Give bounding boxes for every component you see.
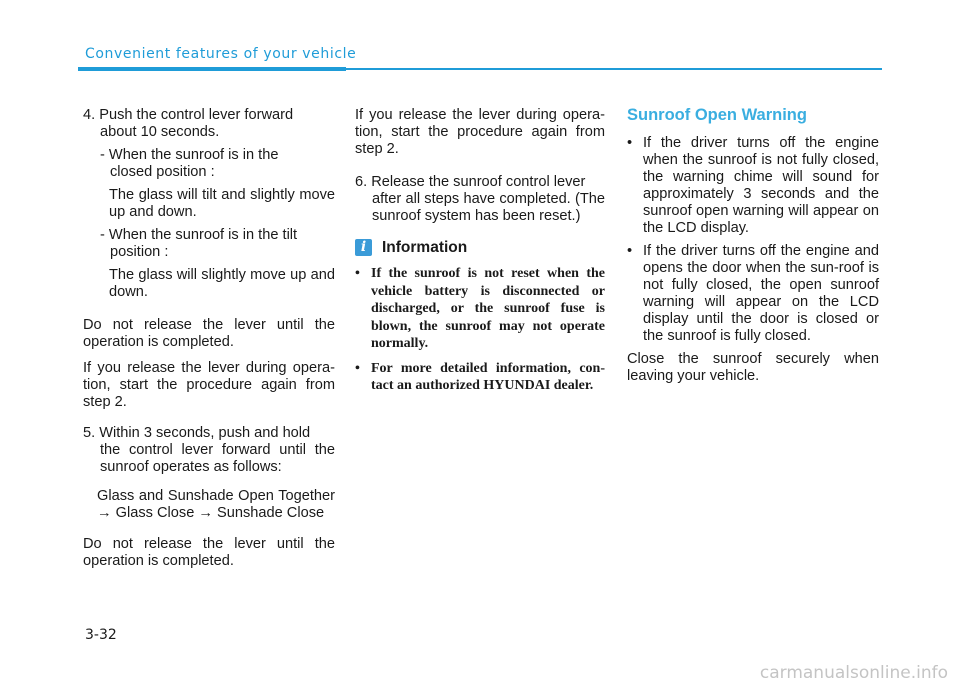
step-4-sub-2 <box>83 227 335 301</box>
warning-item: • If the driver turns off the engine when the sunroof is not fully closed, the warning chime will sound for approximately 3 seconds and the sunroof open warning will appear on the LCD display. <box>627 135 879 236</box>
sub-1-head: - When the sunroof is in the <box>100 147 279 163</box>
step-4 <box>83 107 335 301</box>
step-5 <box>83 425 335 476</box>
information-icon: i <box>355 239 372 256</box>
step-6-line1: 6. Release the sunroof control lever <box>355 174 586 190</box>
closing-paragraph: Close the sunroof securely when leaving your vehicle. <box>627 351 879 384</box>
sub-1-head2: closed position : <box>110 164 215 180</box>
sub-1-text: The glass will tilt and slightly move up and down. <box>109 187 335 220</box>
step-4-line1: 4. Push the control lever forward <box>83 107 294 123</box>
warning-list <box>627 135 879 345</box>
header-rule-thick <box>78 67 346 71</box>
information-item: • For more detailed information, con-tact an authorized HYUNDAI dealer. <box>355 360 605 393</box>
step-6-rest: after all steps have completed. (The sunroof system has been reset.) <box>372 191 605 224</box>
bullet-icon: • <box>627 243 633 259</box>
running-header: Convenient features of your vehicle <box>85 46 357 62</box>
bullet-icon: • <box>627 135 633 151</box>
step-4-sub-1 <box>83 147 335 221</box>
step-6 <box>355 174 605 225</box>
page-number: 3-32 <box>85 627 117 643</box>
watermark: carmanualsonline.info <box>759 663 948 683</box>
information-item: • If the sunroof is not reset when the vehicle battery is disconnected or discharged, or the sunroof fuse is blown, the sunroof may not operate normally. <box>355 266 605 351</box>
column-3 <box>627 107 879 394</box>
operation-sequence: Glass and Sunshade Open Together → Glass Close → Sunshade Close <box>97 488 335 521</box>
bullet-icon: • <box>355 266 360 281</box>
paragraph: Do not release the lever until the operation is completed. <box>83 317 335 350</box>
paragraph: If you release the lever during opera-tion, start the procedure again from step 2. <box>83 360 335 410</box>
sub-2-head2: position : <box>110 244 169 260</box>
column-1 <box>83 107 335 579</box>
header-rule-thin <box>346 68 882 70</box>
step-5-line1: 5. Within 3 seconds, push and hold <box>83 425 311 441</box>
step-5-rest: the control lever forward until the sunroof operates as follows: <box>100 442 335 475</box>
sub-2-head: - When the sunroof is in the tilt <box>100 227 298 243</box>
paragraph: Do not release the lever until the operation is completed. <box>83 536 335 569</box>
section-title: Sunroof Open Warning <box>627 106 807 124</box>
warning-item: • If the driver turns off the engine and opens the door when the sun-roof is not fully closed, the open sunroof warning will appear on the LCD display until the door is closed or the sunroof is fully closed. <box>627 243 879 344</box>
step-4-line2: about 10 seconds. <box>100 124 220 140</box>
information-heading <box>355 239 605 256</box>
column-2 <box>355 107 605 402</box>
information-list <box>355 265 605 395</box>
paragraph: If you release the lever during opera-tion, start the procedure again from step 2. <box>355 107 605 157</box>
bullet-icon: • <box>355 360 360 376</box>
information-title: Information <box>382 239 468 256</box>
sub-2-text: The glass will slightly move up and down. <box>109 267 335 300</box>
